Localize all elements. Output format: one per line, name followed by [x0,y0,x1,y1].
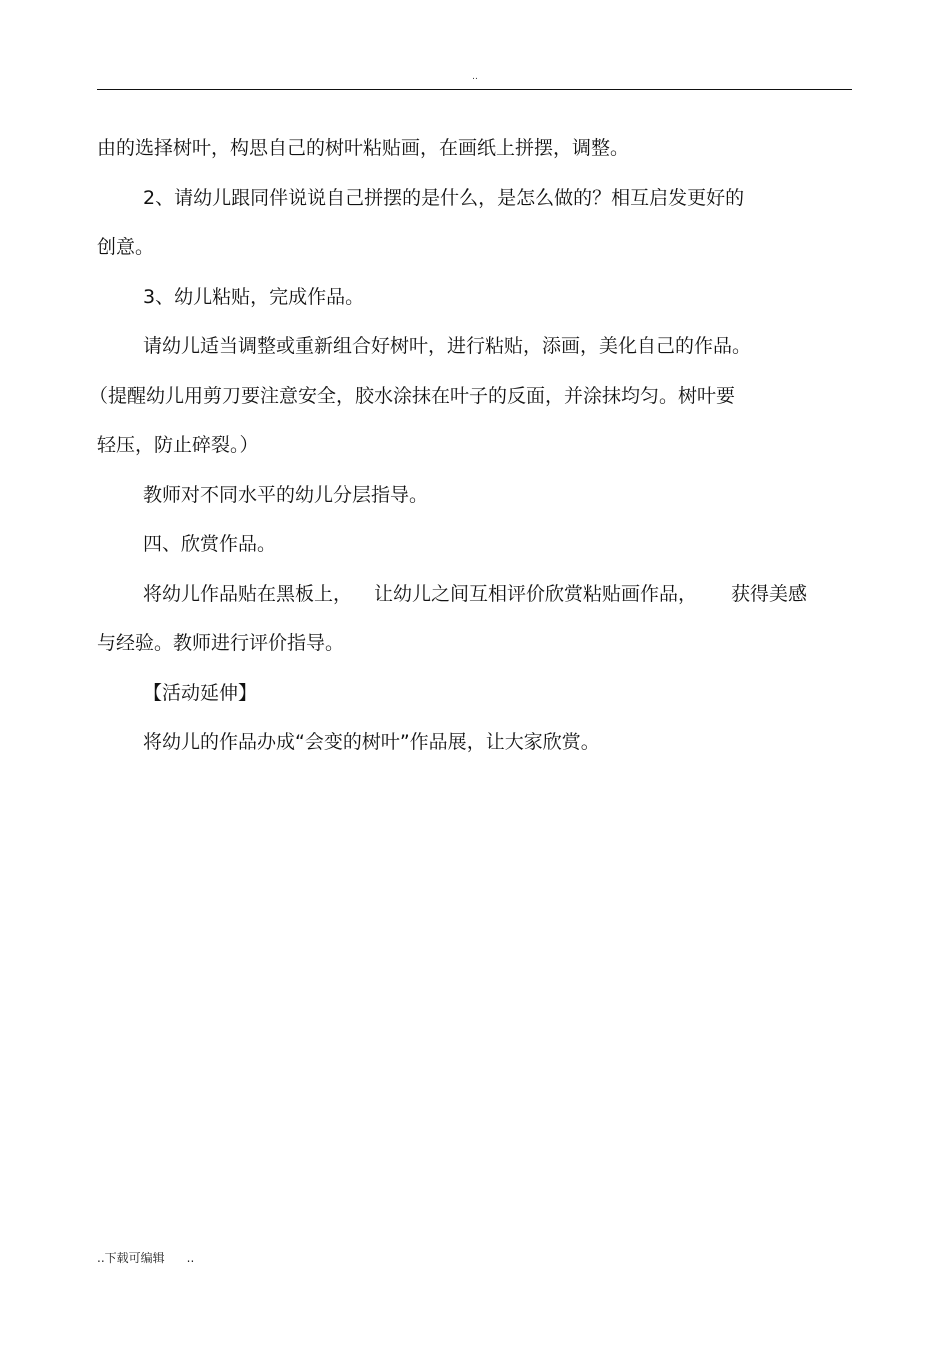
paragraph-appreciation [97,570,852,620]
paragraph-step-2-continuation: 创意。 [97,236,155,258]
paragraph-extension: 将幼儿的作品办成“会变的树叶”作品展，让大家欣赏。 [143,731,600,753]
section-heading-extension: 【活动延伸】 [143,681,258,704]
footer-label: ..下载可编辑 [97,1251,165,1265]
header-rule [97,89,852,90]
document-body [89,124,852,768]
appreciation-part-3: 获得美感 [731,582,808,605]
footer-dots: .. [186,1251,195,1265]
paragraph-appreciation-continuation: 与经验。教师进行评价指导。 [97,632,345,654]
paragraph-safety-note-continuation: 轻压，防止碎裂。） [97,434,259,456]
appreciation-part-2: 让幼儿之间互相评价欣赏粘贴画作品， [374,582,698,605]
header-mark: .. [472,72,478,82]
paragraph-safety-note: （提醒幼儿用剪刀要注意安全，胶水涂抹在叶子的反面，并涂抹均匀。树叶要 [89,384,736,407]
paragraph-step-3: 3、幼儿粘贴，完成作品。 [143,285,365,308]
paragraph-teacher-guidance: 教师对不同水平的幼儿分层指导。 [143,483,429,506]
appreciation-part-1: 将幼儿作品贴在黑板上， [143,582,353,605]
section-heading-appreciation: 四、欣赏作品。 [143,533,277,555]
paragraph-step-2: 2、请幼儿跟同伴说说自己拼摆的是什么，是怎么做的？相互启发更好的 [143,186,745,209]
paragraph-instruction: 请幼儿适当调整或重新组合好树叶，进行粘贴，添画，美化自己的作品。 [143,335,752,357]
footer [97,1251,194,1265]
paragraph-continuation: 由的选择树叶，构思自己的树叶粘贴画，在画纸上拼摆，调整。 [97,137,630,159]
